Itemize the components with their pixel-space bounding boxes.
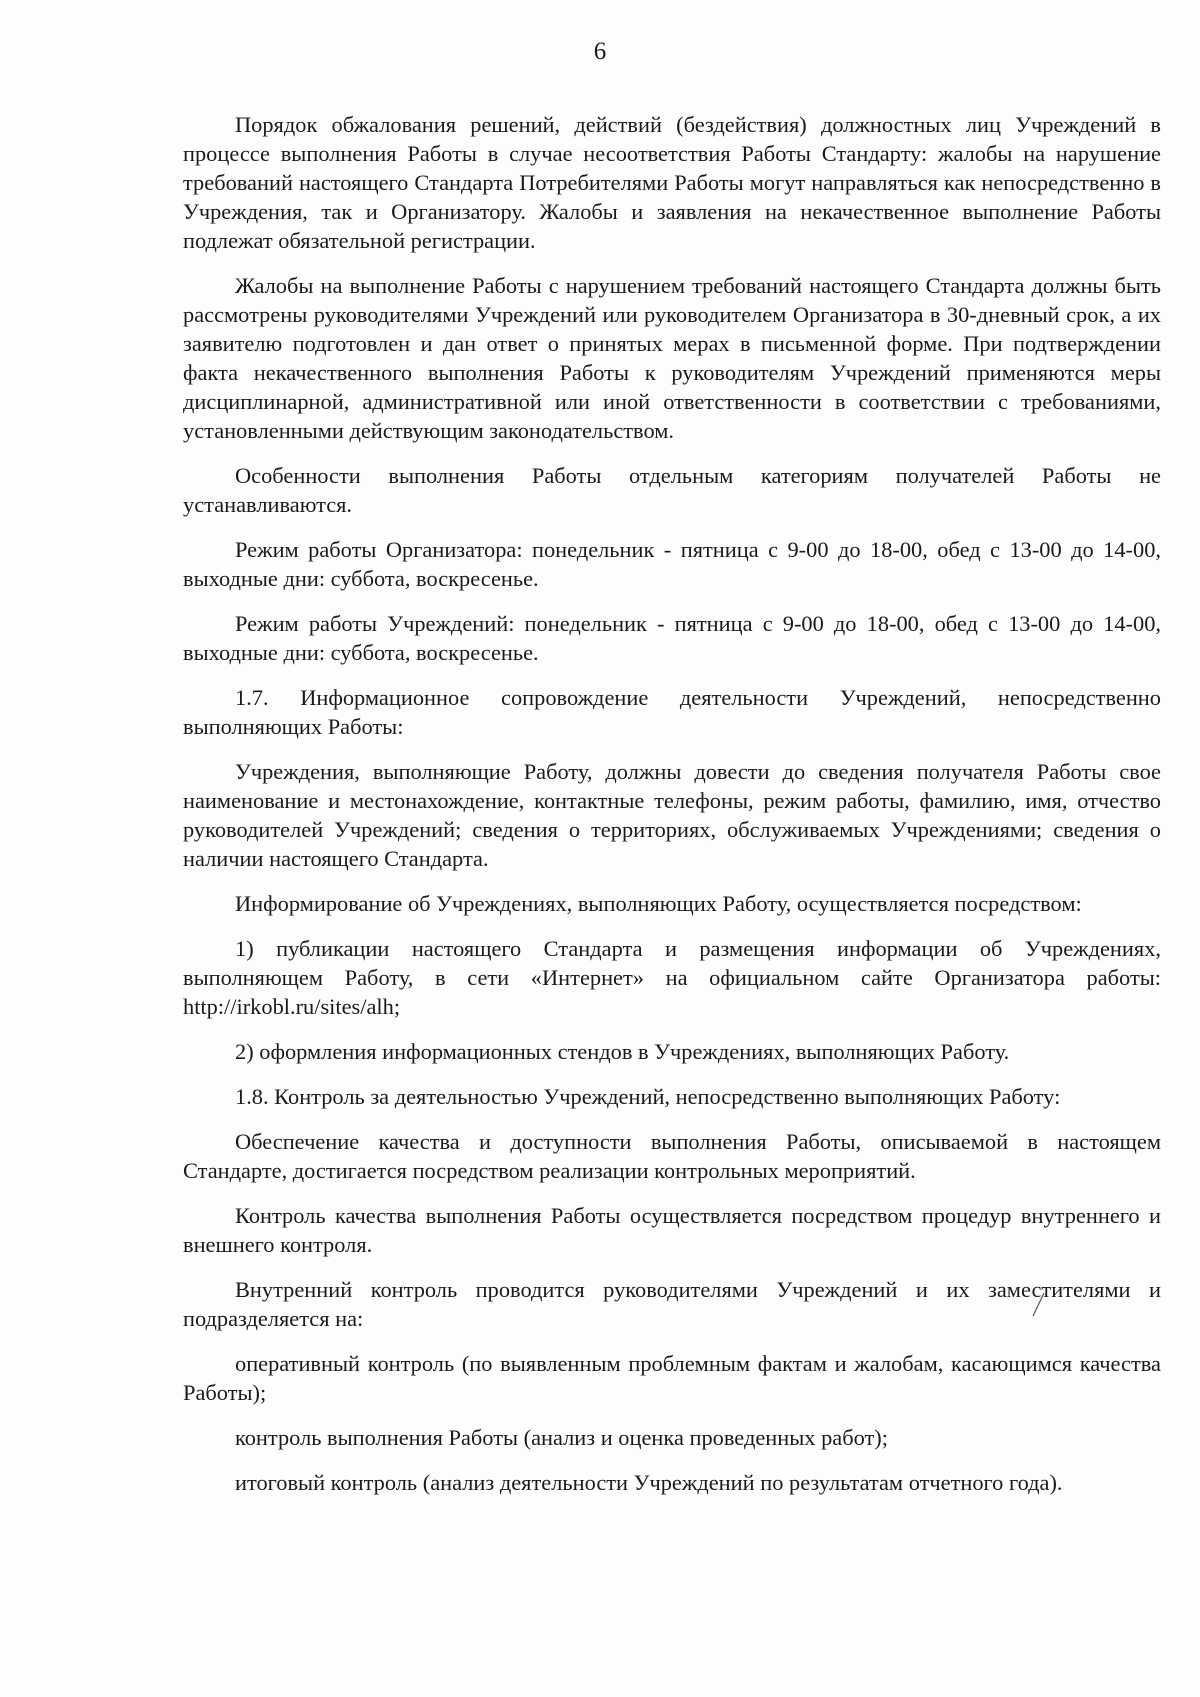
paragraph-informing-means: Информирование об Учреждениях, выполняющих Работу, осуществляется посредством:	[235, 891, 1082, 916]
paragraph-organizer-hours: Режим работы Организатора: понедельник - пятница с 9-00 до 18-00, обед с 13-00 до 14-00, выходные дни: суббота, воскресенье.	[183, 537, 1161, 591]
paragraph-section-1-8: 1.8. Контроль за деятельностью Учреждений, непосредственно выполняющих Работу:	[235, 1084, 1061, 1109]
paragraph-internal-control: Внутренний контроль проводится руководителями Учреждений и их заместителями и подразделяется на:	[183, 1277, 1161, 1331]
paragraph-operational-control: оперативный контроль (по выявленным проблемным фактам и жалобам, касающимся качества Работы);	[183, 1351, 1161, 1405]
paragraph-publication: 1) публикации настоящего Стандарта и размещения информации об Учреждениях, выполняющем Работу, в сети «Интернет» на официальном сайте Организатора работы: http://irkobl.ru/sites/alh;	[183, 936, 1161, 1019]
paragraph-final-control: итоговый контроль (анализ деятельности Учреждений по результатам отчетного года).	[235, 1470, 1063, 1495]
page-number: 6	[593, 38, 607, 65]
document-body	[183, 110, 1161, 1513]
paragraph-appeal-procedure: Порядок обжалования решений, действий (бездействия) должностных лиц Учреждений в процессе выполнения Работы в случае несоответствия Работы Стандарту: жалобы на нарушение требований настоящего Стандарта Потребителями Работы могут направляться как непосредственно в Учреждения, так и Организатору. Жалобы и заявления на некачественное выполнение Работы подлежат обязательной регистрации.	[183, 112, 1161, 253]
paragraph-complaints-review: Жалобы на выполнение Работы с нарушением требований настоящего Стандарта должны быть рассмотрены руководителями Учреждений или руководителем Организатора в 30-дневный срок, а их заявителю подготовлен и дан ответ о принятых мерах в письменной форме. При подтверждении факта некачественного выполнения Работы к руководителям Учреждений применяются меры дисциплинарной, административной или иной ответственности в соответствии с требованиями, установленными действующим законодательством.	[183, 273, 1161, 443]
paragraph-section-1-7: 1.7. Информационное сопровождение деятельности Учреждений, непосредственно выполняющих Работы:	[183, 685, 1161, 739]
paragraph-special-categories: Особенности выполнения Работы отдельным категориям получателей Работы не устанавливаются.	[183, 463, 1161, 517]
paragraph-info-stands: 2) оформления информационных стендов в Учреждениях, выполняющих Работу.	[235, 1039, 1010, 1064]
paragraph-quality-control: Контроль качества выполнения Работы осуществляется посредством процедур внутреннего и внешнего контроля.	[183, 1203, 1161, 1257]
pen-mark-icon	[1028, 1290, 1048, 1320]
paragraph-institutions-hours: Режим работы Учреждений: понедельник - пятница с 9-00 до 18-00, обед с 13-00 до 14-00, выходные дни: суббота, воскресенье.	[183, 611, 1161, 665]
paragraph-institutions-info: Учреждения, выполняющие Работу, должны довести до сведения получателя Работы свое наименование и местонахождение, контактные телефоны, режим работы, фамилию, имя, отчество руководителей Учреждений; сведения о территориях, обслуживаемых Учреждениями; сведения о наличии настоящего Стандарта.	[183, 759, 1161, 871]
paragraph-work-control: контроль выполнения Работы (анализ и оценка проведенных работ);	[235, 1425, 888, 1450]
paragraph-quality-assurance: Обеспечение качества и доступности выполнения Работы, описываемой в настоящем Стандарте, достигается посредством реализации контрольных мероприятий.	[183, 1129, 1161, 1183]
